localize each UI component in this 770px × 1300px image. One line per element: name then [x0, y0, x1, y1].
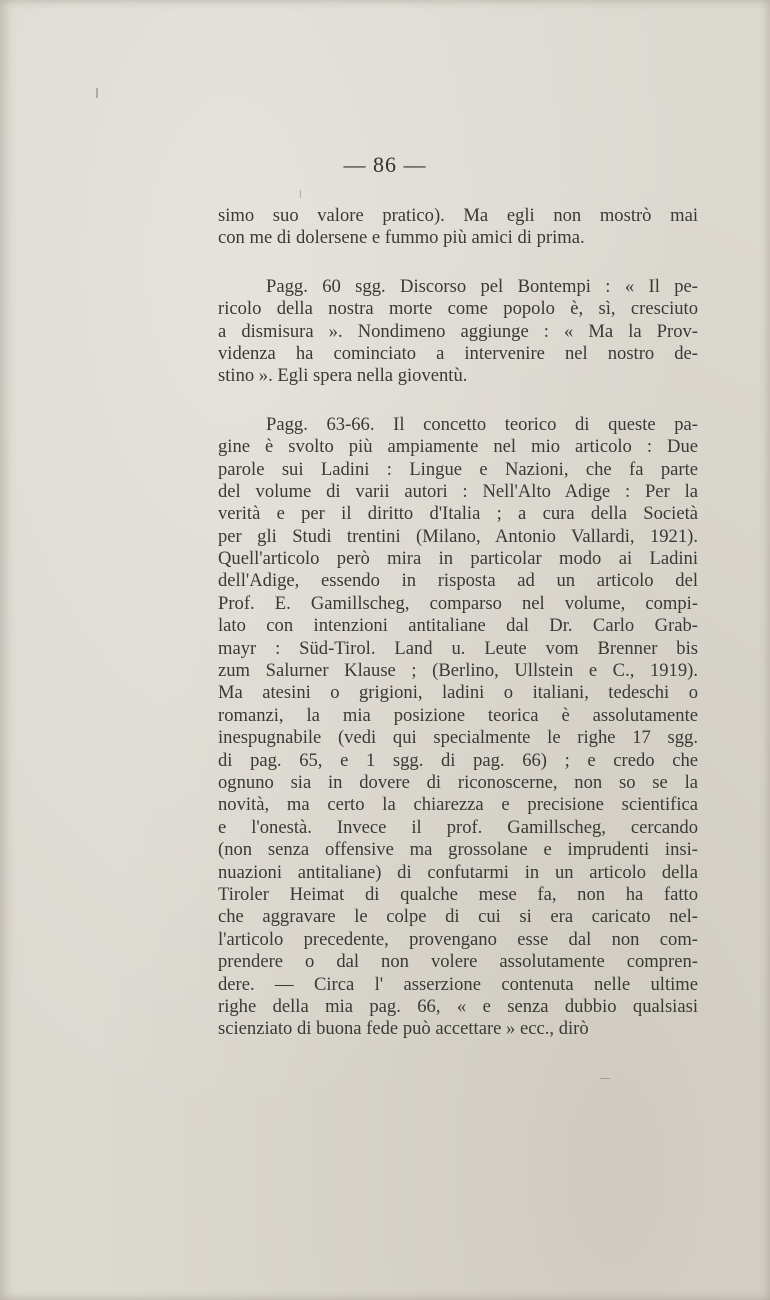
text-line: per gli Studi trentini (Milano, Antonio Vallardi, 1921).	[218, 525, 698, 547]
text-line: videnza ha cominciato a intervenire nel nostro de-	[218, 342, 698, 364]
text-line: Tiroler Heimat di qualche mese fa, non ha fatto	[218, 883, 698, 905]
text-line: scienziato di buona fede può accettare » ecc., dirò	[218, 1018, 589, 1040]
text-line: verità e per il diritto d'Italia ; a cura della Società	[218, 503, 698, 525]
text-line: simo suo valore pratico). Ma egli non mostrò mai	[218, 205, 698, 226]
text-line: prendere o dal non volere assolutamente compren-	[218, 951, 698, 973]
paragraph	[218, 276, 698, 388]
text-line: che aggravare le colpe di cui si era caricato nel-	[218, 906, 698, 928]
paragraph	[218, 414, 698, 1041]
text-line: nuazioni antitaliane) di confutarmi in un articolo della	[218, 861, 698, 883]
text-line: zum Salurner Klause ; (Berlino, Ullstein e C., 1919).	[218, 660, 698, 682]
text-line: parole sui Ladini : Lingue e Nazioni, che fa parte	[218, 458, 698, 480]
text-line: Prof. E. Gamillscheg, comparso nel volume, compi-	[218, 592, 698, 614]
text-line: (non senza offensive ma grossolane e imprudenti insi-	[218, 839, 698, 861]
text-line: del volume di varii autori : Nell'Alto Adige : Per la	[218, 480, 698, 502]
text-line: a dismisura ». Nondimeno aggiunge : « Ma la Prov-	[218, 320, 698, 342]
paper-speck	[600, 1078, 610, 1079]
text-line: ognuno sia in dovere di riconoscerne, non so se la	[218, 771, 698, 793]
paper-speck	[300, 190, 301, 198]
text-line: dere. — Circa l' asserzione contenuta nelle ultime	[218, 973, 698, 995]
text-line: Ma atesini o grigioni, ladini o italiani, tedeschi o	[218, 682, 698, 704]
text-line: dell'Adige, essendo in risposta ad un articolo del	[218, 570, 698, 592]
text-line: e l'onestà. Invece il prof. Gamillscheg, cercando	[218, 816, 698, 838]
text-line: stino ». Egli spera nella gioventù.	[218, 365, 468, 387]
text-line: ricolo della nostra morte come popolo è, sì, cresciuto	[218, 298, 698, 320]
page-number: — 86 —	[343, 152, 427, 177]
text-line: romanzi, la mia posizione teorica è assolutamente	[218, 704, 698, 726]
text-line: novità, ma certo la chiarezza e precisione scientifica	[218, 794, 698, 816]
text-line: lato con intenzioni antitaliane dal Dr. Carlo Grab-	[218, 615, 698, 637]
text-line: Quell'articolo però mira in particolar modo ai Ladini	[218, 548, 698, 570]
body-text	[218, 205, 698, 1041]
text-line: di pag. 65, e 1 sgg. di pag. 66) ; e credo che	[218, 749, 698, 771]
text-line: gine è svolto più ampiamente nel mio articolo : Due	[218, 436, 698, 458]
text-line: righe della mia pag. 66, « e senza dubbio qualsiasi	[218, 995, 698, 1017]
text-line: l'articolo precedente, provengano esse dal non com-	[218, 928, 698, 950]
text-line: Pagg. 60 sgg. Discorso pel Bontempi : « Il pe-	[266, 275, 698, 297]
text-line: Pagg. 63-66. Il concetto teorico di queste pa-	[266, 413, 698, 435]
text-line: con me di dolersene e fummo più amici di prima.	[218, 227, 585, 249]
text-line: inespugnabile (vedi qui specialmente le righe 17 sgg.	[218, 727, 698, 749]
text-line: mayr : Süd-Tirol. Land u. Leute vom Brenner bis	[218, 637, 698, 659]
paragraph	[218, 205, 698, 250]
paper-speck	[96, 88, 98, 98]
